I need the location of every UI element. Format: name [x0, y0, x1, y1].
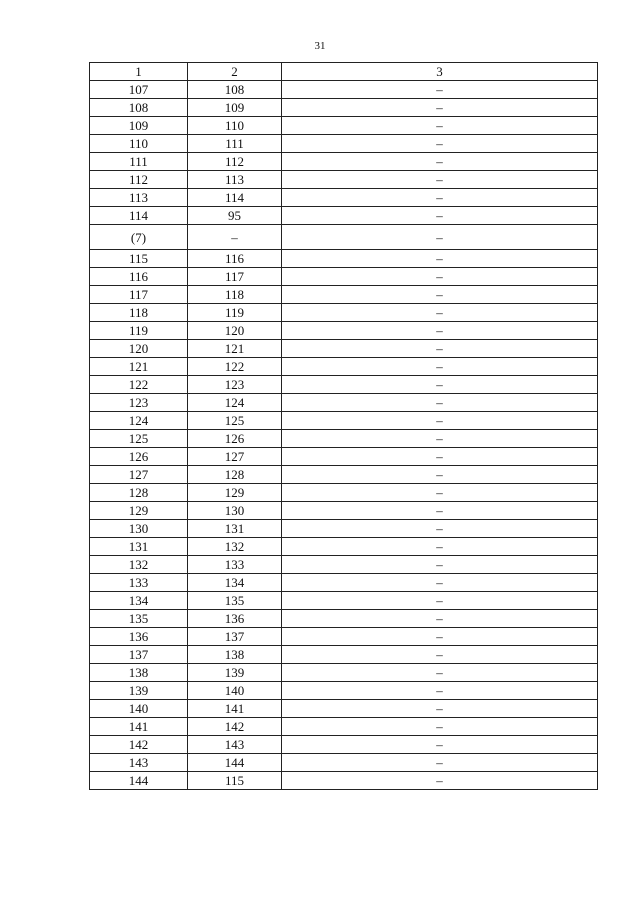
table-cell-col-2: 132	[188, 538, 282, 556]
table-cell-col-1: 114	[90, 207, 188, 225]
table-row	[90, 153, 598, 171]
table-row	[90, 394, 598, 412]
table-cell-col-2: 143	[188, 736, 282, 754]
table-cell-col-2: 120	[188, 322, 282, 340]
table-row	[90, 664, 598, 682]
table-cell-col-2: 109	[188, 99, 282, 117]
table-cell-col-3: –	[282, 556, 598, 574]
table-cell-col-1: 107	[90, 81, 188, 99]
table-cell-col-3: –	[282, 466, 598, 484]
table-cell-col-2: –	[188, 225, 282, 250]
table-cell-col-1: 123	[90, 394, 188, 412]
table-cell-col-3: –	[282, 754, 598, 772]
table-cell-col-3: –	[282, 99, 598, 117]
table-cell-col-3: –	[282, 772, 598, 790]
table-cell-col-1: 124	[90, 412, 188, 430]
table-cell-col-2: 141	[188, 700, 282, 718]
table-row	[90, 286, 598, 304]
table-row	[90, 682, 598, 700]
table-cell-col-3: –	[282, 304, 598, 322]
table-cell-col-2: 115	[188, 772, 282, 790]
table-row	[90, 358, 598, 376]
table-header-row	[90, 63, 598, 81]
table-cell-col-2: 130	[188, 502, 282, 520]
table-cell-col-2: 129	[188, 484, 282, 502]
table-cell-col-2: 140	[188, 682, 282, 700]
table-cell-col-1: 144	[90, 772, 188, 790]
table-cell-col-3: –	[282, 664, 598, 682]
table-cell-col-1: 125	[90, 430, 188, 448]
table-cell-col-2: 138	[188, 646, 282, 664]
table-cell-col-1: 132	[90, 556, 188, 574]
column-header-2: 2	[188, 63, 282, 81]
table-row	[90, 207, 598, 225]
table-cell-col-2: 108	[188, 81, 282, 99]
table-cell-col-2: 128	[188, 466, 282, 484]
table-row	[90, 646, 598, 664]
table-cell-col-3: –	[282, 592, 598, 610]
table-cell-col-1: 126	[90, 448, 188, 466]
table-cell-col-3: –	[282, 135, 598, 153]
table-cell-col-3: –	[282, 268, 598, 286]
table-cell-col-2: 114	[188, 189, 282, 207]
table-cell-col-3: –	[282, 502, 598, 520]
table-cell-col-2: 136	[188, 610, 282, 628]
table-cell-col-3: –	[282, 189, 598, 207]
table-cell-col-1: 141	[90, 718, 188, 736]
table-row	[90, 376, 598, 394]
table-cell-col-1: 129	[90, 502, 188, 520]
table-cell-col-3: –	[282, 682, 598, 700]
table-cell-col-3: –	[282, 610, 598, 628]
table-cell-col-3: –	[282, 81, 598, 99]
table-row	[90, 171, 598, 189]
table-cell-col-1: 140	[90, 700, 188, 718]
table-row	[90, 700, 598, 718]
table-cell-col-1: 120	[90, 340, 188, 358]
table-cell-col-2: 112	[188, 153, 282, 171]
table-cell-col-2: 124	[188, 394, 282, 412]
table-cell-col-1: 137	[90, 646, 188, 664]
table-cell-col-2: 133	[188, 556, 282, 574]
table-row	[90, 304, 598, 322]
table-cell-col-2: 116	[188, 250, 282, 268]
table-cell-col-1: 131	[90, 538, 188, 556]
table-cell-col-3: –	[282, 448, 598, 466]
table-cell-col-2: 95	[188, 207, 282, 225]
table-row	[90, 484, 598, 502]
table-row	[90, 772, 598, 790]
table-row	[90, 502, 598, 520]
table-row	[90, 340, 598, 358]
table-cell-col-3: –	[282, 250, 598, 268]
table-row	[90, 135, 598, 153]
table-cell-col-1: 138	[90, 664, 188, 682]
table-row	[90, 718, 598, 736]
table-cell-col-1: 118	[90, 304, 188, 322]
table-cell-col-1: 127	[90, 466, 188, 484]
table-cell-col-2: 113	[188, 171, 282, 189]
column-header-1: 1	[90, 63, 188, 81]
table-cell-col-1: 116	[90, 268, 188, 286]
data-table	[89, 62, 598, 790]
table-row	[90, 628, 598, 646]
table-cell-col-1: 122	[90, 376, 188, 394]
table-row	[90, 754, 598, 772]
table-row	[90, 189, 598, 207]
table-cell-col-1: 113	[90, 189, 188, 207]
table-cell-col-1: 136	[90, 628, 188, 646]
table-row	[90, 610, 598, 628]
column-header-3: 3	[282, 63, 598, 81]
table-cell-col-2: 122	[188, 358, 282, 376]
table-cell-col-2: 125	[188, 412, 282, 430]
table-row	[90, 81, 598, 99]
table-cell-col-1: 110	[90, 135, 188, 153]
table-cell-col-1: 143	[90, 754, 188, 772]
table-cell-col-3: –	[282, 628, 598, 646]
table-row	[90, 556, 598, 574]
table-cell-col-1: 128	[90, 484, 188, 502]
table-cell-col-1: 139	[90, 682, 188, 700]
table-cell-col-1: 119	[90, 322, 188, 340]
table-row	[90, 592, 598, 610]
table-row	[90, 736, 598, 754]
table-cell-col-3: –	[282, 153, 598, 171]
table-row	[90, 99, 598, 117]
table-cell-col-3: –	[282, 538, 598, 556]
table-cell-col-2: 111	[188, 135, 282, 153]
table-cell-col-2: 142	[188, 718, 282, 736]
table-cell-col-3: –	[282, 225, 598, 250]
table-cell-col-1: 135	[90, 610, 188, 628]
table-row	[90, 250, 598, 268]
table-cell-col-1: 117	[90, 286, 188, 304]
table-cell-col-3: –	[282, 394, 598, 412]
table-cell-col-2: 135	[188, 592, 282, 610]
table-row	[90, 466, 598, 484]
table-row	[90, 574, 598, 592]
table-cell-col-1: 111	[90, 153, 188, 171]
table-cell-col-3: –	[282, 430, 598, 448]
table-cell-col-3: –	[282, 700, 598, 718]
table-cell-col-3: –	[282, 286, 598, 304]
table-cell-col-2: 123	[188, 376, 282, 394]
table-cell-col-2: 127	[188, 448, 282, 466]
table-cell-col-3: –	[282, 520, 598, 538]
table-cell-col-3: –	[282, 574, 598, 592]
table-cell-col-1: 108	[90, 99, 188, 117]
table-cell-col-3: –	[282, 322, 598, 340]
table-cell-col-3: –	[282, 646, 598, 664]
page-number: 31	[314, 40, 326, 52]
table-cell-col-2: 117	[188, 268, 282, 286]
table-cell-col-1: (7)	[90, 225, 188, 250]
table-cell-col-2: 119	[188, 304, 282, 322]
table-row	[90, 268, 598, 286]
table-cell-col-3: –	[282, 207, 598, 225]
table-row	[90, 430, 598, 448]
table-cell-col-2: 131	[188, 520, 282, 538]
table-row	[90, 117, 598, 135]
table-row	[90, 520, 598, 538]
table-cell-col-2: 144	[188, 754, 282, 772]
table-row	[90, 225, 598, 250]
table-cell-col-3: –	[282, 171, 598, 189]
table-cell-col-1: 134	[90, 592, 188, 610]
table-cell-col-3: –	[282, 736, 598, 754]
table-row	[90, 412, 598, 430]
table-cell-col-1: 115	[90, 250, 188, 268]
table-cell-col-3: –	[282, 412, 598, 430]
table-row	[90, 448, 598, 466]
table-cell-col-3: –	[282, 117, 598, 135]
table-row	[90, 538, 598, 556]
table-cell-col-2: 134	[188, 574, 282, 592]
table-body	[90, 63, 598, 790]
table-cell-col-2: 118	[188, 286, 282, 304]
table-cell-col-2: 139	[188, 664, 282, 682]
table-cell-col-3: –	[282, 376, 598, 394]
data-table-container	[89, 62, 597, 790]
table-cell-col-2: 121	[188, 340, 282, 358]
table-cell-col-1: 133	[90, 574, 188, 592]
table-cell-col-3: –	[282, 484, 598, 502]
table-cell-col-3: –	[282, 340, 598, 358]
table-cell-col-3: –	[282, 358, 598, 376]
table-cell-col-1: 112	[90, 171, 188, 189]
table-cell-col-1: 121	[90, 358, 188, 376]
table-cell-col-1: 130	[90, 520, 188, 538]
table-cell-col-3: –	[282, 718, 598, 736]
table-cell-col-2: 126	[188, 430, 282, 448]
table-cell-col-1: 109	[90, 117, 188, 135]
table-cell-col-2: 110	[188, 117, 282, 135]
table-row	[90, 322, 598, 340]
table-cell-col-1: 142	[90, 736, 188, 754]
table-cell-col-2: 137	[188, 628, 282, 646]
